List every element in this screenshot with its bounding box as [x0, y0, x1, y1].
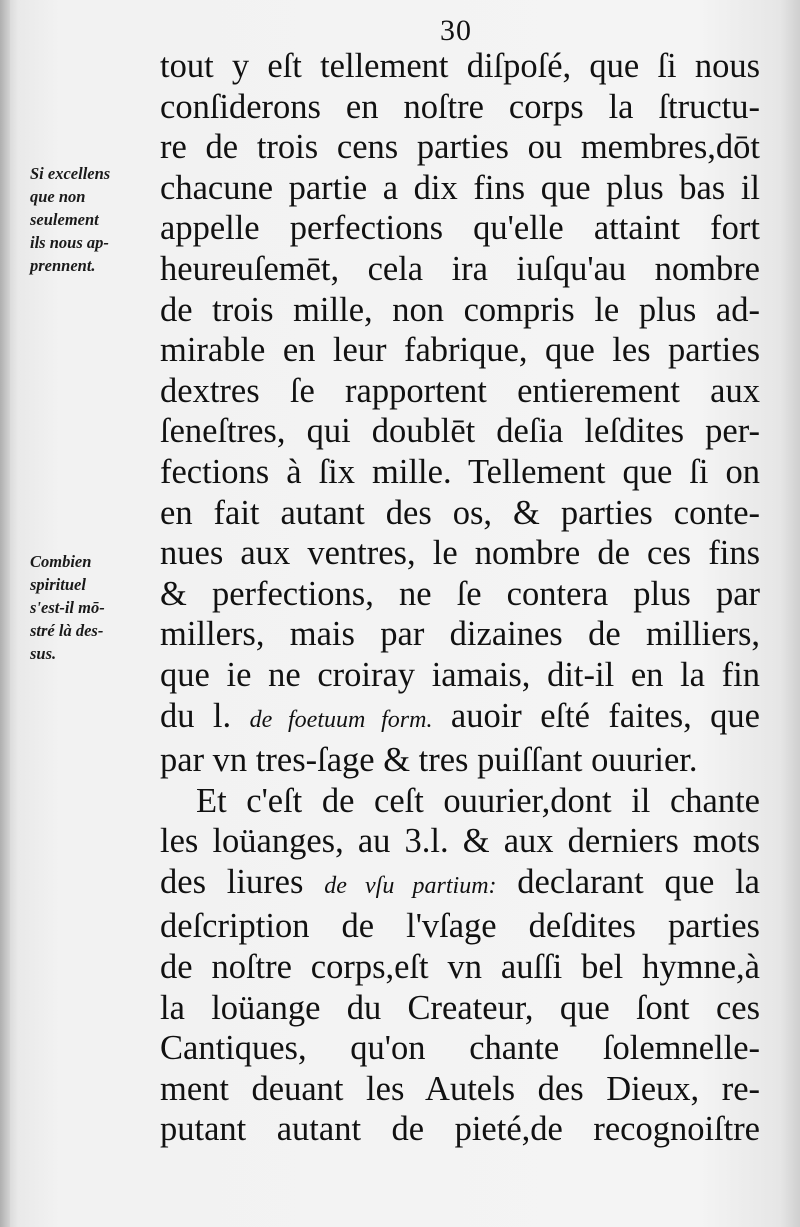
- text-line: re de trois cens parties ou membres,dōt: [160, 128, 760, 167]
- margin-note-line: stré là des-: [30, 621, 104, 640]
- margin-note-line: s'est-il mō-: [30, 598, 105, 617]
- body-text: [160, 46, 760, 1150]
- margin-note-spiritual: [30, 550, 155, 665]
- text-fragment: auoir eſté faites, que: [432, 696, 760, 735]
- text-line: millers, mais par dizaines de milliers,: [160, 615, 760, 654]
- citation-de-usu-partium: de vſu partium:: [324, 872, 497, 899]
- text-line: tout y eſt tellement diſpoſé, que ſi nous: [160, 47, 760, 85]
- text-line: ſeneſtres, qui doublēt deſia leſdites per-: [160, 412, 760, 451]
- text-line: heureuſemēt, cela ira iuſqu'au nombre: [160, 249, 760, 288]
- text-line: conſiderons en noſtre corps la ſtructu-: [160, 87, 760, 126]
- text-line-paragraph-start: Et c'eſt de ceſt ouurier,dont il chante: [196, 781, 760, 820]
- margin-note-line: spirituel: [30, 575, 86, 594]
- text-fragment: du l.: [160, 696, 250, 735]
- margin-note-excellence: [30, 162, 155, 277]
- text-line-with-citation: [160, 862, 760, 907]
- page-gutter-shadow: [0, 0, 10, 1227]
- text-line: mirable en leur fabrique, que les parties: [160, 331, 760, 370]
- page-number: 30: [440, 14, 472, 47]
- margin-note-line: ils nous ap-: [30, 233, 109, 252]
- text-line: la loüange du Createur, que ſont ces: [160, 988, 760, 1027]
- text-fragment: declarant que la: [496, 862, 760, 901]
- text-line-paragraph-end: par vn tres-ſage & tres puiſſant ouurier.: [160, 741, 698, 780]
- text-line: que ie ne croiray iamais, dit-il en la fin: [160, 655, 760, 694]
- margin-note-line: sus.: [30, 644, 57, 663]
- margin-note-line: prennent.: [30, 256, 96, 275]
- margin-note-line: seulement: [30, 210, 99, 229]
- margin-note-line: Combien: [30, 552, 92, 571]
- text-line: appelle perfections qu'elle attaint fort: [160, 209, 760, 248]
- citation-de-foetuum-formatione: de foetuum form.: [249, 706, 433, 733]
- text-line: nues aux ventres, le nombre de ces fins: [160, 534, 760, 573]
- text-line: chacune partie a dix fins que plus bas il: [160, 168, 760, 207]
- margin-note-line: Si excellens: [30, 164, 111, 183]
- text-line-with-citation: [160, 696, 760, 741]
- text-line: dextres ſe rapportent entierement aux: [160, 371, 760, 410]
- text-line: en fait autant des os, & parties conte-: [160, 493, 760, 532]
- text-line: deſcription de l'vſage deſdites parties: [160, 907, 760, 946]
- text-line: de trois mille, non compris le plus ad-: [160, 290, 760, 329]
- text-line: fections à ſix mille. Tellement que ſi on: [160, 452, 760, 491]
- text-line: de noſtre corps,eſt vn auſſi bel hymne,à: [160, 948, 760, 987]
- text-line: Cantiques, qu'on chante ſolemnelle-: [160, 1029, 760, 1068]
- text-line: ment deuant les Autels des Dieux, re-: [160, 1069, 760, 1108]
- margin-note-line: que non: [30, 187, 86, 206]
- text-line: & perfections, ne ſe contera plus par: [160, 574, 760, 613]
- text-fragment: des liures: [160, 862, 325, 901]
- text-line: putant autant de pieté,de recognoiſtre: [160, 1110, 760, 1149]
- text-line: les loüanges, au 3.l. & aux derniers mots: [160, 822, 760, 861]
